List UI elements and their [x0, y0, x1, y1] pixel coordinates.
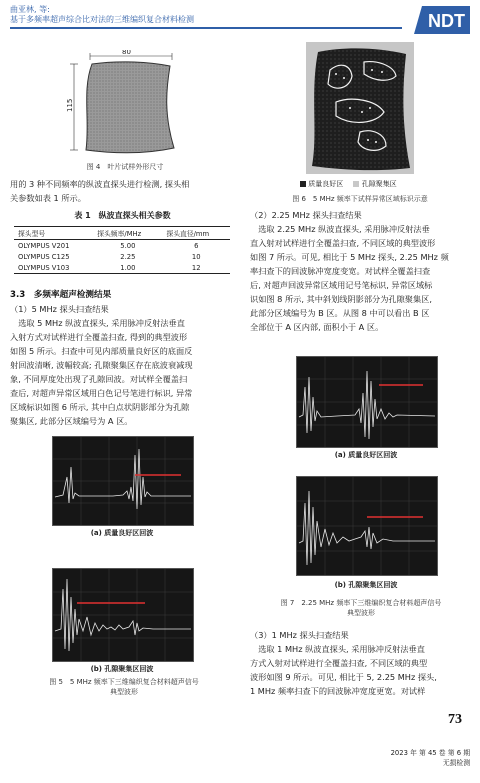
ndt-logo — [414, 6, 470, 34]
probe-parameter-table — [14, 226, 230, 274]
fig7a-waveform-image — [296, 356, 438, 448]
table-cell: 2.25 — [120, 252, 136, 261]
running-head-authors: 曲亚林, 等: — [10, 5, 50, 14]
fig5b-label: (b) 孔隙聚集区回波 — [90, 665, 154, 673]
text-line: 率扫查下的回波脉冲宽度变宽。对试样全覆盖扫查 — [250, 266, 431, 276]
subsection-heading: （1）5 MHz 探头扫查结果 — [10, 304, 109, 314]
caption-line: 典型波形 — [110, 688, 138, 696]
paragraph-intro — [10, 177, 235, 205]
header-rule — [10, 27, 402, 29]
table-header: 探头直径/mm — [162, 227, 230, 240]
fig7a-label: (a) 质量良好区回波 — [334, 451, 398, 459]
text-line: 此部分区域编号为 B 区。从图 8 中可以看出 B 区 — [250, 308, 430, 318]
text-line: 如图 7 所示。可见, 相比于 5 MHz 探头, 2.25 MHz 频 — [250, 252, 449, 262]
table-row — [14, 262, 230, 274]
legend-label-good: 质量良好区 — [308, 180, 344, 188]
paragraph-2-25mhz — [250, 222, 472, 334]
fig4-caption: 图 4 叶片试样外形尺寸 — [86, 163, 164, 171]
text-line: 射回波清晰, 波幅较高; 孔隙聚集区存在底波衰减现 — [10, 360, 193, 370]
journal-name: 无损检测 — [442, 759, 470, 767]
text-line: 如图 5 所示。扫查中可见内部质量良好区的底面反 — [10, 346, 193, 356]
text-line: 查后, 对超声异常区域用白色记号笔进行标识, 异常 — [10, 388, 193, 398]
fig4-width-label: 80 — [122, 50, 131, 56]
legend-label-pore: 孔隙聚集区 — [361, 180, 397, 188]
table-cell: 1.00 — [93, 262, 162, 274]
text-line: 方式入射对试样进行全覆盖扫查, 不同区域的典型 — [250, 658, 428, 668]
text-line: 后, 对超声回波异常区域用记号笔标识, 异常区域标 — [250, 280, 433, 290]
subsection-heading-3: （3）1 MHz 探头扫查结果 — [250, 630, 349, 640]
fig7-caption — [250, 598, 472, 618]
table-cell: 5.00 — [120, 241, 136, 250]
text-line: 关参数如表 1 所示。 — [10, 193, 86, 203]
fig5a-label: (a) 质量良好区回波 — [90, 529, 154, 537]
legend-swatch-good — [300, 181, 306, 187]
table-header: 探头型号 — [14, 227, 93, 240]
issue-info: 2023 年 第 45 卷 第 6 期 — [390, 749, 470, 757]
table-cell: 12 — [162, 262, 230, 274]
table-cell: OLYMPUS V201 — [18, 241, 70, 250]
ndt-logo-text: NDT — [428, 11, 465, 31]
table1-title: 表 1 纵波直探头相关参数 — [74, 211, 171, 220]
table-cell: 10 — [191, 252, 201, 261]
text-line: 用的 3 种不同频率的纵波直探头进行检测, 探头相 — [10, 179, 190, 189]
text-line: 选取 1 MHz 纵波直探头, 采用脉冲反射法垂直 — [250, 644, 425, 654]
table-header: 探头频率/MHz — [93, 227, 162, 240]
fig4-drawing — [60, 50, 180, 160]
section-heading: 3.3 多频率超声检测结果 — [10, 290, 112, 300]
text-line: 全部位于 A 区内部, 面积小于 A 区。 — [250, 322, 384, 332]
fig6-legend — [300, 179, 397, 189]
text-line: 波形如图 9 所示。可见, 相比于 5, 2.25 MHz 探头, — [250, 672, 437, 682]
text-line: 1 MHz 频率扫查下的回波脉冲宽度更宽。对试样 — [250, 686, 426, 696]
fig5b-waveform-image — [52, 568, 194, 662]
table-row — [14, 240, 230, 252]
text-line: 聚集区, 此部分区域编号为 A 区。 — [10, 416, 133, 426]
subsection-heading-2: （2）2.25 MHz 探头扫查结果 — [250, 210, 362, 220]
fig7b-label: (b) 孔隙聚集区回波 — [334, 581, 398, 589]
page-number: 73 — [448, 712, 462, 727]
table-row — [14, 251, 230, 262]
fig5a-waveform-image — [52, 436, 194, 526]
fig6-specimen-photo — [306, 42, 414, 174]
text-line: 选取 5 MHz 纵波直探头, 采用脉冲反射法垂直 — [10, 318, 185, 328]
paragraph-5mhz — [10, 316, 238, 428]
table-cell: OLYMPUS C125 — [18, 252, 70, 261]
table-header-row — [14, 227, 230, 240]
fig7b-waveform-image — [296, 476, 438, 576]
running-head-title: 基于多频率超声综合比对法的三维编织复合材料检测 — [10, 15, 194, 24]
text-line: 入射方式对试样进行全覆盖扫查, 得到的典型波形 — [10, 332, 188, 342]
legend-swatch-pore — [353, 181, 359, 187]
caption-line: 图 7 2.25 MHz 频率下三维编织复合材料超声信号 — [280, 599, 442, 607]
text-line: 直入射对试样进行全覆盖扫查, 不同区域的典型波形 — [250, 238, 436, 248]
fig6-caption: 图 6 5 MHz 频率下试样异常区域标识示意 — [292, 195, 428, 203]
fig5-caption — [14, 677, 234, 697]
table-cell: OLYMPUS V103 — [14, 262, 93, 274]
text-line: 区域标识如图 6 所示, 其中白点状阴影部分为孔隙 — [10, 402, 190, 412]
caption-line: 图 5 5 MHz 频率下三维编织复合材料超声信号 — [49, 678, 199, 686]
text-line: 选取 2.25 MHz 纵波直探头, 采用脉冲反射法垂 — [250, 224, 430, 234]
table-cell: 6 — [194, 241, 199, 250]
text-line: 识如图 8 所示, 其中斜划线阴影部分为孔隙聚集区, — [250, 294, 432, 304]
text-line: 象, 不同厚度处出现了孔隙回波。对试样全覆盖扫 — [10, 374, 188, 384]
paragraph-1mhz — [250, 642, 472, 698]
caption-line: 典型波形 — [347, 609, 375, 617]
fig4-height-label: 115 — [66, 98, 74, 112]
